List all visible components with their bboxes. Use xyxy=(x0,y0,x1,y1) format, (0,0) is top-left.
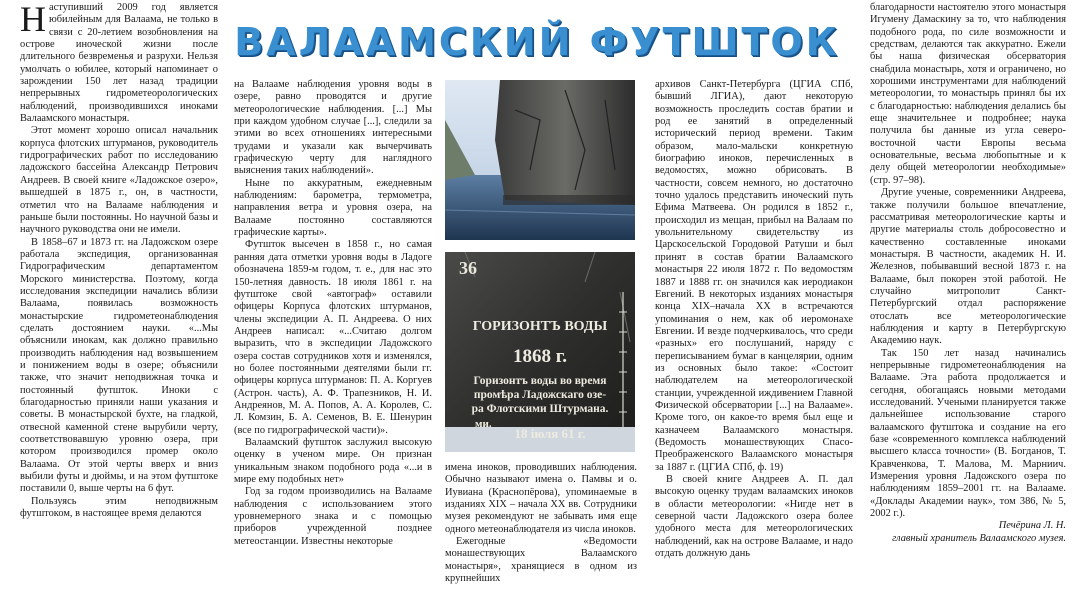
author-position: главный хранитель Валаамского музея. xyxy=(892,532,1066,544)
photo-futshtok-inscription xyxy=(445,252,635,452)
paragraph: Валаамский футшток заслужил высокую оценку в ученом мире. Он признан уникальным знаком подобного рода «...и в мире ему подобных нет» xyxy=(234,436,432,485)
column-1 xyxy=(20,2,218,597)
paragraph: Ежегодные «Ведомости монашествующих Валаамского монастыря», хранящиеся в одном из крупнейших xyxy=(445,536,637,585)
inscription-line: 18 іюля 61 г. xyxy=(514,426,586,441)
paragraph: Так 150 лет назад начинались непрерывные гидрометеонаблюдения на Валааме. Эта работа продолжается и сегодня, обогащаясь новыми методами исследований. Учеными планируется также дальнейшее использование старого валаамского футштока и создание на его базе «современного комплекса наблюдений высшего класса точности» (В. Богданов, Т. Кравченкова, Т. Малова, М. Марниич. Измерения уровня Ладожского озера по наблюдениям 1859–2001 гг. на Валааме. «Доклады Академии наук», том 386, № 5, 2002 г.). xyxy=(870,347,1066,520)
inscription-line: 1868 г. xyxy=(513,346,567,367)
paragraph: Футшток высечен в 1858 г., но самая ранняя дата отметки уровня воды в Ладоге обозначена 1859-м годом, т. е., для нас это 150-летняя давность. 18 июля 1861 г. на футштоке свой «автограф» оставили офицеры Корпуса флотских штурманов, члены экспедиции А. П. Андреева. О них Андреев написал: «...Считаю долгом выразить, что в экспедиции Ладожского озера состав сотрудников хотя и изменялся, но более постоянными деятелями были гг. офицеры корпуса штурманов: П. А. Коргуев (Астрон. часть), А. Ф. Трапезников, Н. И. Андреянов, М. А. Попов, А. А. Королев, С. Л. Комзин, Б. А. Семенов, В. Е. Шенурин (все по гидрографической части)». xyxy=(234,239,432,436)
paragraph: В 1858–67 и 1873 гг. на Ладожском озере работала экспедиция, организованная Гидрографическим департаментом Морского министерства. Поэтому, когда исследования экспедиции начались вблизи Валаама, появилась возможность монастырские гидрометеонаблюдения сделать достоянием науки. «...Мы объяснили инокам, как должно правильно производить наблюдения над возвышением и понижением воды в озере; объяснили также, что значит неподвижная точка и постоянный футшток. Иноки с благодарностью приняли наши указания и советы. В монастырской бухте, на гладкой, отвесной каменной стене вырубили черту, соответствовавшую уровню озера, при котором производился промер около Валаама. От этой черты вверх и вниз выбили футы и дюймы, и на этом футштоке поставили 0, выше черты на 6 фут. xyxy=(20,236,218,495)
paragraph: архивов Санкт-Петербурга (ЦГИА СПб, бывший ЛГИА), дают некоторую возможность проследить состав братии и род ее занятий в определенный исторический период времени. Таким образом, мало-мальски конкретную биографию иноков, перечисленных в ведомостях, можно обрисовать. В частности, совсем немного, но достаточно точно удалось представить иноческий путь Ефима Матвеева. Он родился в 1852 г., происходил из мещан, прибыл на Валаам по увольнительному свидетельству из Царскосельской Городовой Ратуши и был принят в состав братии Валаамского монастыря 22 июля 1872 г. По ведомостям 1887 и 1888 гг. он значился как иеродиакон Евгений. В некоторых изданиях монастыря конца XIX–начала XX в встречаются упоминания о нем, как об иеромонахе Евгении. И везде подчеркивалось, что среди «разных» его послушаний, наряду с переписыванием бумаг в канцелярии, одним из основных было такое: «Состоит наблюдателем на метеорологической станции, учрежденной иждивением Главной Физической обсерватории [...] на Валааме». Кроме того, он какое-то время был еще и казначеем Валаамского монастыря. (Ведомость монашествующих Спасо-Преображенского Валаамского монастыря за 1887 г. (ЦГИА СПб, ф. 19) xyxy=(655,79,853,473)
inscription-line: ра Флотскими Штурмана. xyxy=(471,403,609,415)
inscription-line: ГОРИЗОНТЪ ВОДЫ xyxy=(472,319,608,334)
photo-rock-by-lake xyxy=(445,80,635,240)
paragraph: Пользуясь этим неподвижным футштоком, в настоящее время делаются xyxy=(20,495,218,520)
inscription-line: ми. xyxy=(475,418,492,430)
paragraph: Ныне по аккуратным, ежедневным наблюдениям: барометра, термометра, направления ветра и уровня озера, на Валааме постоянно составляются графические карты». xyxy=(234,177,432,239)
column-2 xyxy=(234,79,432,597)
paragraph: Год за годом производились на Валааме наблюдения с использованием этого уровнемерного знака и с помощью приборов учрежденной позднее метеостанции. Известны некоторые xyxy=(234,486,432,547)
paragraph: на Валааме наблюдения уровня воды в озере, равно проводятся и другие метеорологические наблюдения. [...] Мы при каждом удобном случае [...], следили за этими во всех отношениях интересными трудами и указали как вычерчивать графическую черту для наглядного выяснения таких наблюдений». xyxy=(234,79,432,177)
column-2b xyxy=(445,462,637,585)
paragraph: В своей книге Андреев А. П. дал высокую оценку трудам валаамских иноков в области метеорологии: «Нигде нет в северной части Ладожского озера более удобного места для метеорологических наблюдений, как на острове Валааме, и надо отдать должную дань xyxy=(655,474,853,560)
article-title: ВАЛААМСКИЙ ФУТШТОК xyxy=(234,20,840,64)
column-4 xyxy=(870,2,1066,597)
column-3 xyxy=(655,79,853,597)
inscription-line: промѣра Ладожскаго озе- xyxy=(473,389,607,401)
paragraph: Другие ученые, современники Андреева, также получили большое впечатление, рассматривая метеорологические карты и другие материалы столь добросовестно и качественно составленные иноками монастыря. В частности, академик Н. И. Железнов, побывавший весной 1873 г. на Валааме, был покорен этой работой. Не случайно митрополит Санкт-Петербургский отдал распоряжение отослать все метеорологические наблюдения и карту в Петербургскую Академию наук. xyxy=(870,187,1066,347)
paragraph: Этот момент хорошо описал начальник корпуса флотских штурманов, руководитель гидрографических работ по исследованию ладожского бассейна Александр Петрович Андреев. В своей книге «Ладожское озеро», вышедшей в 1875 г., он, в частности, отметил что на Валааме наблюдения и раньше были постоянны. Но научной базы и научного руководства они не имели. xyxy=(20,125,218,236)
inscription-mark: 36 xyxy=(459,258,477,278)
paragraph: аступивший 2009 год является юбилейным для Валаама, не только в связи с 20-летием возобновления на острове иноческой жизни после длительного безвременья и разрухи. Нельзя умолчать о юбилее, который напоминает о зарождении 150 лет назад традиции непрерывных гидрометеорологических наблюдений, производившихся иноками Валаамского монастыря. xyxy=(20,2,218,125)
drop-cap: Н xyxy=(20,2,46,39)
paragraph: благодарности настоятелю этого монастыря Игумену Дамаскину за то, что наблюдения подобного рода, по силе возможности и средствам, делаются так аккуратно. Ежели бы наша физическая обсерватория снабдила монастырь, хотя и ограничено, но хорошими инструментами для наблюдений метеорологии, то монастырь принял бы их с благодарностью: наблюдения делались бы еще значительнее и подробнее; наука получила бы данные из угла северо-восточной части Европы весьма основательные, весьма любопытные и к делу общей метеорологии необходимые» (стр. 97–98). xyxy=(870,2,1066,186)
paragraph: имена иноков, проводивших наблюдения. Обычно называют имена о. Памвы и о. Иувиана (Краснопёрова), упоминаемые в изданиях XIX – начала XX вв. Сотрудники музея рекомендуют не забывать имя еще одного метеонаблюдателя из числа иноков. xyxy=(445,462,637,535)
author-signature: Печёрина Л. Н. xyxy=(998,520,1066,532)
inscription-line: Горизонтъ воды во время xyxy=(473,375,607,387)
